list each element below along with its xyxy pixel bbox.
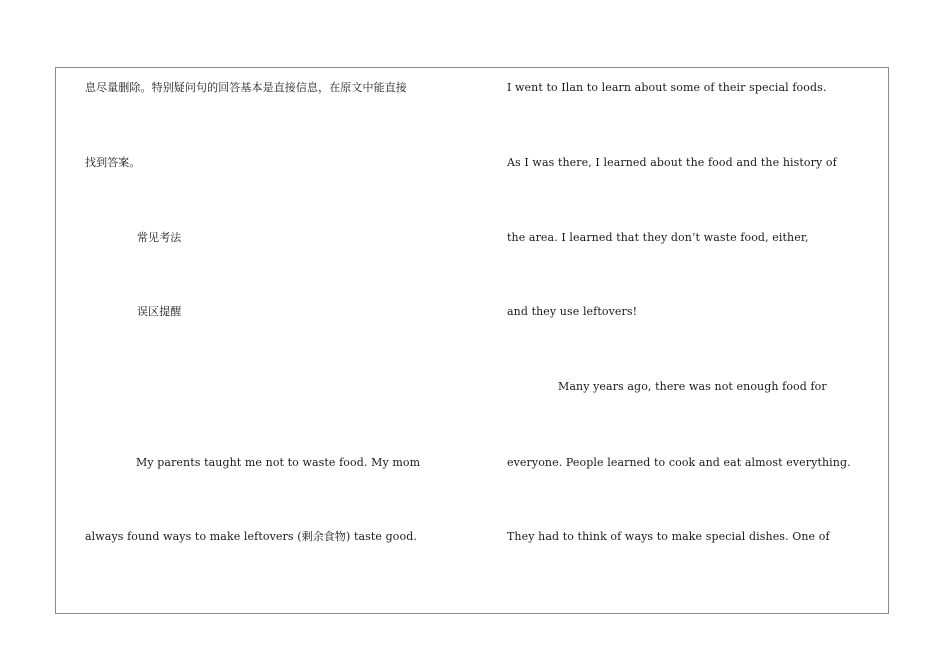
text-line: always found ways to make leftovers (剩余食物) taste good. <box>85 530 417 543</box>
section-label: 误区提醒 <box>137 305 182 318</box>
section-label: 常见考法 <box>137 231 182 244</box>
right-column <box>476 68 890 613</box>
text-line: 息尽量删除。特别疑问句的回答基本是直接信息，在原文中能直接 <box>85 81 407 94</box>
document-frame <box>55 67 889 614</box>
text-line: As I was there, I learned about the food and the history of <box>507 156 837 169</box>
text-line: Many years ago, there was not enough food for <box>558 380 827 393</box>
text-line: the area. I learned that they don’t waste food, either, <box>507 231 809 244</box>
text-line: and they use leftovers! <box>507 305 638 318</box>
left-column <box>56 68 476 613</box>
text-line: They had to think of ways to make special dishes. One of <box>507 530 830 543</box>
text-line: everyone. People learned to cook and eat almost everything. <box>507 456 851 469</box>
text-line: I went to Ilan to learn about some of their special foods. <box>507 81 827 94</box>
text-line: My parents taught me not to waste food. My mom <box>136 456 421 469</box>
text-line: 找到答案。 <box>85 156 141 169</box>
